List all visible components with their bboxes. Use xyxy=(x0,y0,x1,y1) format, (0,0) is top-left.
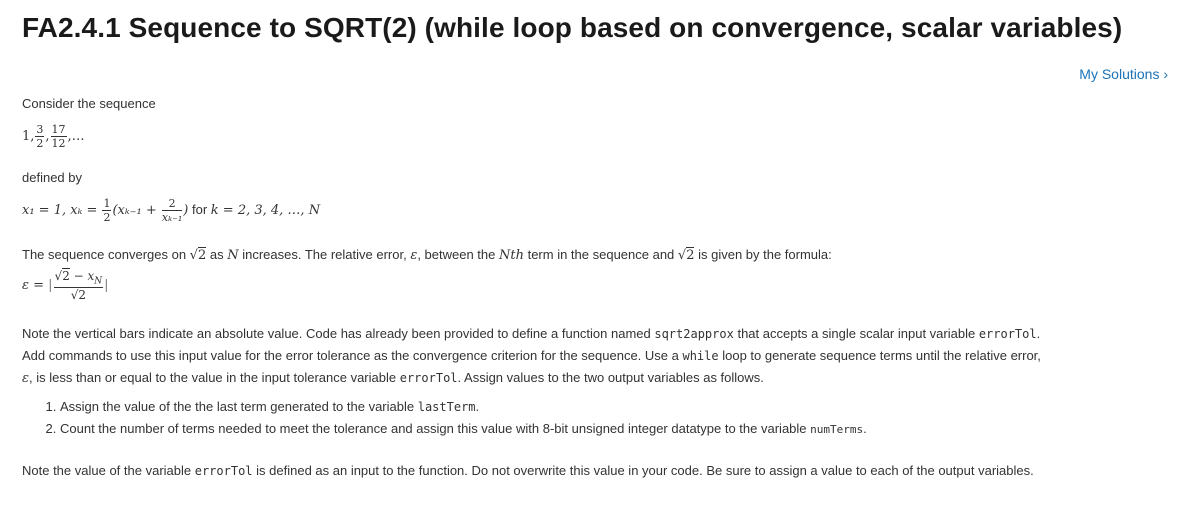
sequence-fraction-2 xyxy=(51,124,67,149)
code-variable: errorTol xyxy=(194,464,253,478)
output-steps-list xyxy=(22,396,867,440)
text-segment: Count the number of terms needed to meet the tolerance and assign this value with 8-bit unsigned integer datatype to the variable xyxy=(60,421,811,436)
error-numerator xyxy=(54,270,104,288)
math-N: N xyxy=(227,248,239,263)
convergence-text xyxy=(22,244,832,266)
sqrt-symbol: √ xyxy=(70,288,79,303)
sequence-comma: , xyxy=(45,128,50,144)
math-epsilon: ε xyxy=(22,371,29,386)
sequence-ellipsis: ,… xyxy=(67,128,85,144)
fraction-denominator: 2 xyxy=(36,137,44,150)
intro-text: Consider the sequence xyxy=(22,96,156,111)
text-segment: . xyxy=(475,399,480,414)
text-segment: Note the value of the variable xyxy=(22,463,195,478)
sqrt-radicand: 2 xyxy=(686,248,695,263)
my-solutions-link[interactable]: My Solutions › xyxy=(1079,66,1168,82)
final-note xyxy=(22,460,1152,482)
text-segment: that accepts a single scalar input variable xyxy=(733,326,979,341)
recurrence-formula xyxy=(22,198,320,223)
code-keyword: while xyxy=(682,349,719,363)
sqrt-radicand: 2 xyxy=(78,288,86,303)
math-nth: Nth xyxy=(498,248,524,263)
fraction-numerator: 3 xyxy=(36,123,44,136)
text-segment: , is less than or equal to the value in the input tolerance variable xyxy=(28,370,400,385)
error-denominator xyxy=(54,288,104,301)
list-item xyxy=(60,396,867,418)
text-segment: , between the xyxy=(417,247,499,262)
sqrt-radicand: 2 xyxy=(197,248,207,263)
sequence-formula xyxy=(22,124,85,149)
abs-bar-left: | xyxy=(48,278,53,294)
error-formula xyxy=(22,270,109,301)
fraction-numerator: 2 xyxy=(162,198,182,211)
fraction-numerator: 1 xyxy=(103,197,111,210)
code-function-name: sqrt2approx xyxy=(654,327,734,341)
sqrt-radicand: 2 xyxy=(62,269,70,283)
text-segment: is defined as an input to the function. Do not overwrite this value in your code. Be sure to assign a value to each of the output variables. xyxy=(252,463,1034,478)
abs-bar-right: | xyxy=(104,278,109,294)
code-variable: errorTol xyxy=(399,371,458,385)
text-segment: Add commands to use this input value for the error tolerance as the convergence criterion for the sequence. Use a xyxy=(22,348,683,363)
sqrt-symbol: √ xyxy=(677,248,687,263)
text-segment: term in the sequence and xyxy=(523,247,678,262)
list-item xyxy=(60,418,867,440)
error-lhs: ε = xyxy=(22,278,49,294)
text-segment: as xyxy=(206,247,228,262)
text-segment: increases. The relative error, xyxy=(238,247,411,262)
sqrt-symbol: √ xyxy=(54,269,63,283)
fraction-denominator: 2 xyxy=(103,211,111,224)
page-title: FA2.4.1 Sequence to SQRT(2) (while loop based on convergence, scalar variables) xyxy=(22,12,1123,43)
half-fraction xyxy=(102,198,111,223)
code-variable: numTerms xyxy=(810,423,864,436)
sequence-first-term: 1, xyxy=(22,128,35,144)
fraction-numerator: 17 xyxy=(51,123,66,136)
numerator-rest: − x xyxy=(69,269,95,283)
text-segment: loop to generate sequence terms until the relative error, xyxy=(718,348,1041,363)
instructions-paragraph xyxy=(22,323,1142,389)
text-segment: Assign the value of the the last term generated to the variable xyxy=(60,399,418,414)
fraction-denominator: xₖ₋₁ xyxy=(161,211,183,224)
text-segment: . Assign values to the two output variables as follows. xyxy=(457,370,764,385)
error-fraction xyxy=(54,270,104,301)
recurrence-range: k = 2, 3, 4, …, N xyxy=(210,202,321,218)
defined-by-text: defined by xyxy=(22,170,82,185)
recurrence-for-word: for xyxy=(188,201,211,217)
sqrt-symbol: √ xyxy=(189,248,198,263)
sequence-fraction-1 xyxy=(35,124,44,149)
code-variable: lastTerm xyxy=(417,400,476,414)
text-segment: is given by the formula: xyxy=(694,247,832,262)
text-segment: Note the vertical bars indicate an absolute value. Code has already been provided to define a function named xyxy=(22,326,655,341)
recurrence-paren-open: (xₖ₋₁ + xyxy=(112,202,161,218)
recurrence-lhs: x₁ = 1, xₖ = xyxy=(22,202,102,218)
text-segment: . xyxy=(1036,326,1041,341)
text-segment: The sequence converges on xyxy=(22,247,190,262)
two-over-x-fraction xyxy=(162,198,182,223)
code-variable: errorTol xyxy=(978,327,1037,341)
text-segment: . xyxy=(863,421,867,436)
math-epsilon: ε xyxy=(410,248,418,263)
fraction-denominator: 12 xyxy=(51,137,66,150)
recurrence-paren-close: ) xyxy=(183,202,189,218)
numerator-subscript: N xyxy=(94,276,103,287)
